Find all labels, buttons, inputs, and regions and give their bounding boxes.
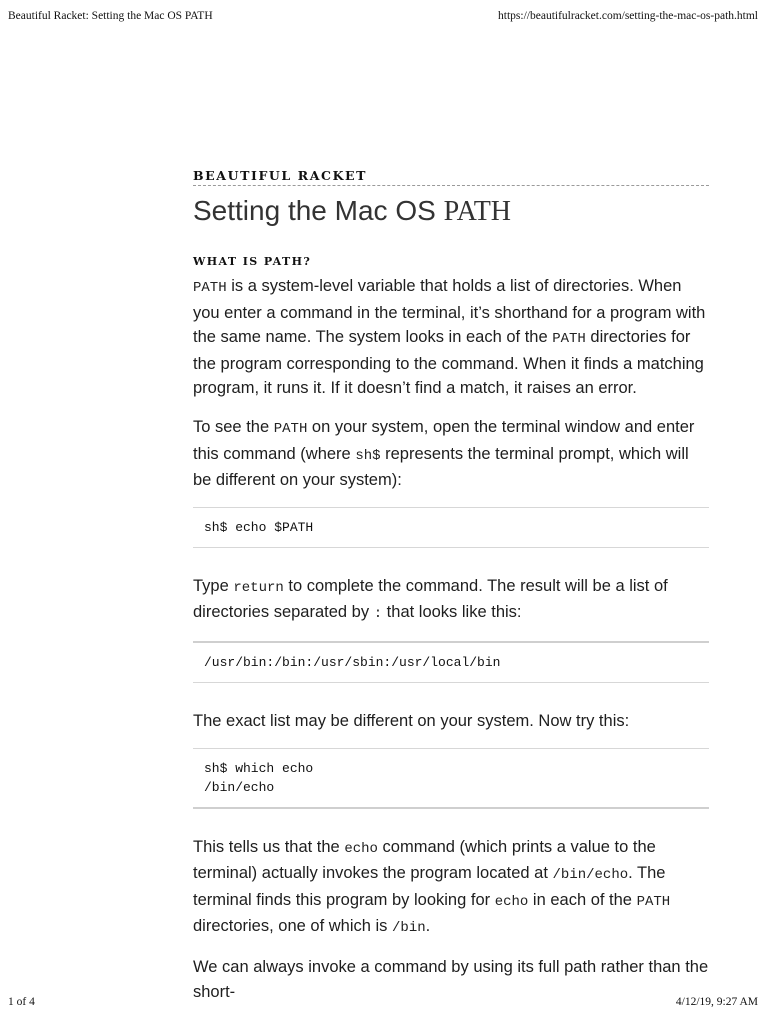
inline-code: /bin	[392, 920, 426, 937]
inline-code: echo	[494, 893, 529, 910]
paragraph-3	[193, 574, 709, 627]
page-counter: 1 of 4	[8, 996, 35, 1008]
page-title-code: PATH	[443, 196, 512, 227]
paragraph-text: is a system-level variable that holds a list of directories. When you enter a command in the terminal, it’s shorthand for a program with the same name. The system looks in each of the	[193, 277, 706, 347]
site-name-link[interactable]: BEAUTIFUL RACKET	[193, 168, 709, 186]
inline-code: sh$	[355, 447, 381, 464]
paragraph-text: directories for the program corresponding to the command. When it finds a matching program, it runs it. If it doesn’t find a match, it raises an error.	[193, 328, 704, 398]
paragraph-text: on your system, open the terminal window and enter this command (where	[193, 417, 695, 463]
paragraph-text: in each of the	[528, 890, 637, 909]
paragraph-text: represents the terminal prompt, which will be different on your system):	[193, 444, 689, 490]
page-title	[193, 194, 709, 229]
inline-code: PATH	[552, 331, 586, 348]
paragraph-1	[193, 274, 709, 401]
paragraph-text: directories, one of which is	[193, 917, 393, 936]
section-heading-what-is-path: WHAT IS PATH?	[193, 255, 312, 268]
code-block-which-echo: sh$ which echo /bin/echo	[193, 748, 709, 809]
inline-code: return	[233, 579, 284, 596]
paragraph-text: to complete the command. The result will be a list of directories separated by	[193, 576, 668, 622]
paragraph-text: Type	[193, 576, 234, 595]
paragraph-text: To see the	[193, 417, 274, 436]
page-title-text: Setting the Mac OS	[193, 195, 444, 226]
paragraph-2	[193, 415, 709, 493]
print-header-url: https://beautifulracket.com/setting-the-mac-os-path.html	[498, 10, 758, 22]
paragraph-text: This tells us that the	[193, 837, 345, 856]
paragraph-5	[193, 835, 709, 941]
paragraph-6: We can always invoke a command by using its full path rather than the short-	[193, 957, 709, 1001]
inline-code: PATH	[636, 893, 671, 910]
code-block-path-output: /usr/bin:/bin:/usr/sbin:/usr/local/bin	[193, 641, 709, 683]
paragraph-4: The exact list may be different on your system. Now try this:	[193, 711, 630, 730]
inline-code: :	[373, 606, 383, 623]
print-header-title: Beautiful Racket: Setting the Mac OS PATH	[8, 10, 213, 22]
paragraph-text: .	[425, 917, 431, 936]
print-datetime: 4/12/19, 9:27 AM	[675, 996, 758, 1008]
paragraph-text: . The terminal finds this program by looking for	[193, 864, 666, 909]
inline-code: PATH	[273, 420, 308, 437]
paragraph-text: command (which prints a value to the terminal) actually invokes the program located at	[193, 837, 656, 883]
code-block-echo-path: sh$ echo $PATH	[193, 507, 709, 548]
inline-code: /bin/echo	[552, 867, 629, 884]
inline-code: echo	[344, 840, 378, 857]
print-header	[8, 10, 758, 22]
inline-code: PATH	[193, 280, 227, 296]
print-footer	[8, 996, 758, 1008]
paragraph-text: that looks like this:	[382, 603, 522, 622]
article	[193, 168, 709, 1018]
